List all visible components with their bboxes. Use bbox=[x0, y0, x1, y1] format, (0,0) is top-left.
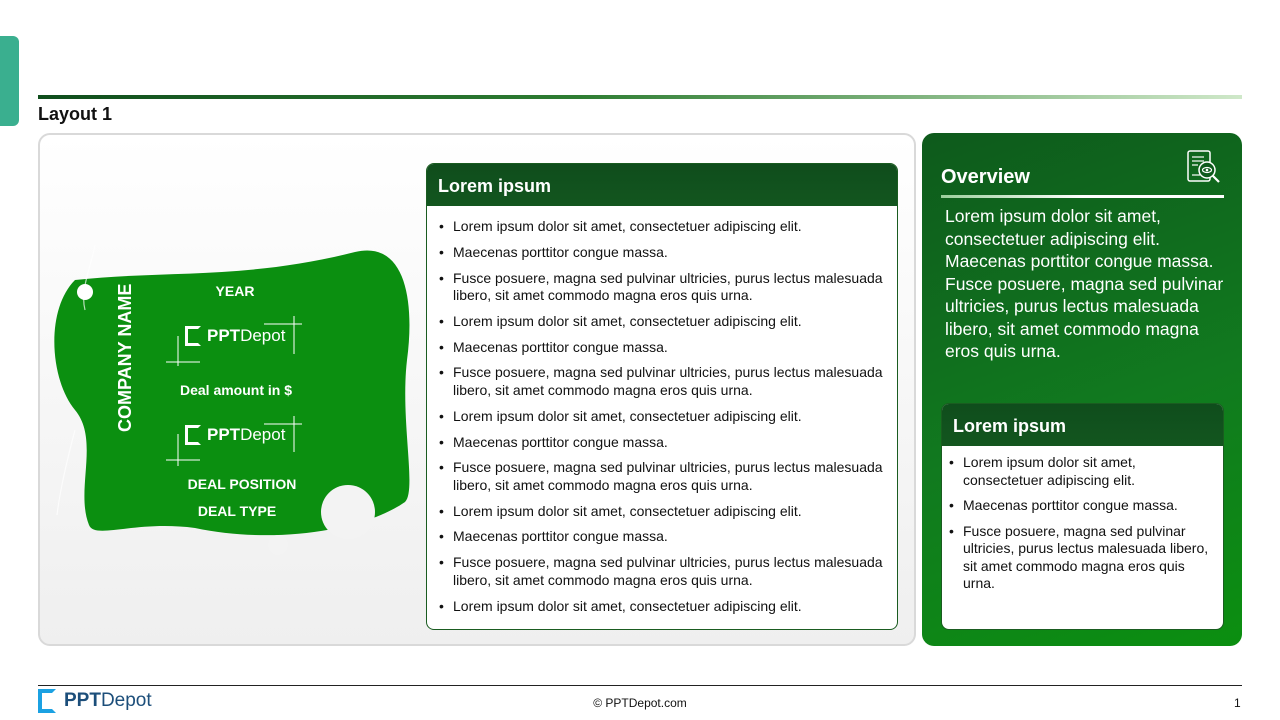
main-content-card bbox=[426, 163, 898, 630]
pptdepot-logo-icon bbox=[185, 425, 201, 445]
list-item: • Fusce posuere, magna sed pulvinar ultricies, purus lectus malesuada libero, sit amet commodo magna eros quis urna. bbox=[439, 459, 887, 494]
company-logo-2 bbox=[185, 425, 285, 445]
header-divider bbox=[38, 95, 1242, 99]
footer-logo-ppt: PPT bbox=[64, 690, 101, 711]
logo-depot-text: Depot bbox=[240, 326, 286, 345]
year-label: YEAR bbox=[215, 283, 255, 299]
logo-ppt-text: PPT bbox=[207, 326, 241, 345]
side-content-card bbox=[941, 403, 1224, 630]
list-item: • Maecenas porttitor congue massa. bbox=[439, 339, 887, 357]
list-item: • Fusce posuere, magna sed pulvinar ultricies, purus lectus malesuada libero, sit amet commodo magna eros quis urna. bbox=[949, 523, 1213, 593]
logo-ppt-text: PPT bbox=[207, 425, 241, 444]
list-item: • Fusce posuere, magna sed pulvinar ultricies, purus lectus malesuada libero, sit amet commodo magna eros quis urna. bbox=[439, 554, 887, 589]
overview-title: Overview bbox=[941, 166, 1030, 188]
overview-body: Lorem ipsum dolor sit amet, consectetuer adipiscing elit. Maecenas porttitor congue massa. Fusce posuere, magna sed pulvinar ultricies, purus lectus malesuada libero, sit amet commodo magna eros quis urna. bbox=[945, 206, 1224, 361]
main-card-title: Lorem ipsum bbox=[427, 164, 897, 206]
document-search-icon bbox=[1186, 150, 1222, 186]
list-item: • Fusce posuere, magna sed pulvinar ultricies, purus lectus malesuada libero, sit amet commodo magna eros quis urna. bbox=[439, 270, 887, 305]
copyright-text: © PPTDepot.com bbox=[593, 696, 687, 710]
deal-type-label: DEAL TYPE bbox=[197, 503, 277, 519]
list-item: • Maecenas porttitor congue massa. bbox=[949, 497, 1213, 515]
list-item: • Lorem ipsum dolor sit amet, consectetuer adipiscing elit. bbox=[439, 218, 887, 236]
page-number: 1 bbox=[1234, 696, 1241, 710]
pptdepot-logo-icon bbox=[185, 326, 201, 346]
list-item: • Lorem ipsum dolor sit amet, consectetuer adipiscing elit. bbox=[439, 408, 887, 426]
side-card-list bbox=[942, 446, 1223, 593]
main-card-list bbox=[427, 206, 897, 615]
list-item: • Lorem ipsum dolor sit amet, consectetuer adipiscing elit. bbox=[439, 598, 887, 616]
company-logo-1 bbox=[185, 326, 285, 346]
list-item: • Maecenas porttitor congue massa. bbox=[439, 434, 887, 452]
list-item: • Lorem ipsum dolor sit amet, consectetuer adipiscing elit. bbox=[949, 454, 1213, 489]
deal-position-label: DEAL POSITION bbox=[187, 476, 297, 492]
logo-depot-text: Depot bbox=[240, 425, 286, 444]
deal-amount-label: Deal amount in $ bbox=[179, 382, 293, 398]
list-item: • Lorem ipsum dolor sit amet, consectetuer adipiscing elit. bbox=[439, 503, 887, 521]
list-item: • Lorem ipsum dolor sit amet, consectetuer adipiscing elit. bbox=[439, 313, 887, 331]
list-item: • Maecenas porttitor congue massa. bbox=[439, 528, 887, 546]
list-item: • Fusce posuere, magna sed pulvinar ultricies, purus lectus malesuada libero, sit amet commodo magna eros quis urna. bbox=[439, 364, 887, 399]
overview-divider bbox=[941, 195, 1224, 198]
list-item: • Maecenas porttitor congue massa. bbox=[439, 244, 887, 262]
footer-divider bbox=[38, 685, 1242, 686]
side-tab-accent bbox=[0, 36, 19, 126]
page-title: Layout 1 bbox=[38, 104, 113, 124]
footer-logo-depot: Depot bbox=[100, 690, 152, 711]
company-name-label: COMPANY NAME bbox=[115, 283, 135, 432]
side-card-title: Lorem ipsum bbox=[942, 404, 1223, 446]
